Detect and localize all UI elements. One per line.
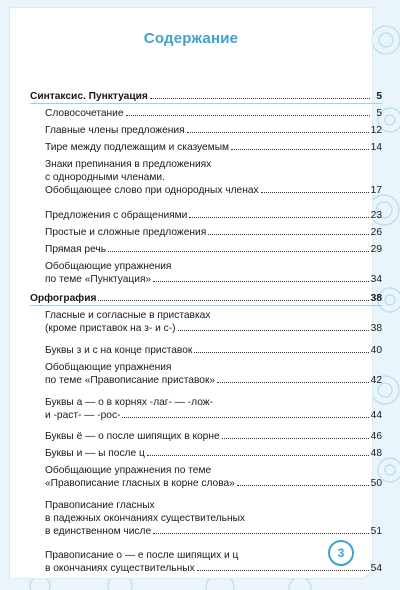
toc-entry[interactable] bbox=[30, 447, 382, 460]
toc-entry[interactable] bbox=[30, 141, 382, 154]
toc-entry-title: в единственном числе bbox=[45, 526, 152, 537]
dot-leader bbox=[222, 438, 369, 439]
toc-entry[interactable] bbox=[30, 209, 382, 222]
toc-entry-title: в окончаниях существительных bbox=[45, 563, 195, 574]
toc-entry-page: 38 bbox=[370, 323, 382, 334]
toc-entry-title: и -раст- — -рос- bbox=[45, 410, 121, 421]
toc-entry-page: 12 bbox=[370, 125, 382, 136]
toc-entry[interactable] bbox=[30, 226, 382, 239]
toc-entry-page: 26 bbox=[370, 227, 382, 238]
toc-entry[interactable] bbox=[30, 124, 382, 137]
dot-leader bbox=[126, 115, 370, 116]
dot-leader bbox=[150, 98, 370, 99]
toc-line bbox=[30, 209, 382, 222]
toc-entry-page: 29 bbox=[370, 244, 382, 255]
toc-entry-title-line: Знаки препинания в предложениях bbox=[45, 159, 212, 170]
toc-entry-title: по теме «Правописание приставок» bbox=[45, 375, 216, 386]
toc-entry-title-line: Правописание о — е после шипящих и ц bbox=[45, 550, 239, 561]
dot-leader bbox=[153, 533, 369, 534]
toc-entry[interactable] bbox=[30, 499, 382, 538]
dot-leader bbox=[147, 455, 369, 456]
toc-line bbox=[30, 184, 382, 197]
toc-line bbox=[30, 141, 382, 154]
toc-line bbox=[30, 273, 382, 286]
toc-entry-page: 44 bbox=[370, 410, 382, 421]
dot-leader bbox=[108, 251, 369, 252]
toc-entry-title: Словосочетание bbox=[45, 108, 124, 119]
toc-entry-page: 5 bbox=[376, 108, 382, 119]
toc-line bbox=[30, 477, 382, 490]
toc-entry-page: 5 bbox=[376, 91, 382, 102]
dot-leader bbox=[261, 192, 369, 193]
dot-leader bbox=[231, 149, 369, 150]
toc-entry-title: Синтаксис. Пунктуация bbox=[30, 91, 148, 102]
toc-entry[interactable] bbox=[30, 464, 382, 490]
toc-entry-page: 14 bbox=[370, 142, 382, 153]
dot-leader bbox=[189, 217, 368, 218]
toc-entry-page: 38 bbox=[370, 293, 382, 304]
toc-entry[interactable] bbox=[30, 158, 382, 197]
toc-entry[interactable] bbox=[30, 243, 382, 256]
toc-entry-page: 42 bbox=[370, 375, 382, 386]
toc-line bbox=[30, 322, 382, 335]
toc-entry-title-line: Гласные и согласные в приставках bbox=[45, 310, 211, 321]
dot-leader bbox=[178, 330, 369, 331]
toc-entry-page: 46 bbox=[370, 431, 382, 442]
toc-entry-page: 40 bbox=[370, 345, 382, 356]
toc-entry[interactable] bbox=[30, 309, 382, 335]
toc-entry-title-line: с однородными членами. bbox=[45, 172, 165, 183]
toc-entry-title: (кроме приставок на з- и с-) bbox=[45, 323, 176, 334]
toc-entry-title: Прямая речь bbox=[45, 244, 107, 255]
toc-entry-title: Простые и сложные предложения bbox=[45, 227, 207, 238]
toc-line bbox=[30, 292, 382, 305]
toc-entry-page: 34 bbox=[370, 274, 382, 285]
toc-entry-title: Обобщающее слово при однородных членах bbox=[45, 185, 259, 196]
toc-line bbox=[30, 107, 382, 120]
dot-leader bbox=[197, 570, 369, 571]
toc-entry[interactable] bbox=[30, 90, 382, 104]
dot-leader bbox=[194, 352, 368, 353]
dot-leader bbox=[208, 234, 368, 235]
page-title: Содержание bbox=[143, 30, 239, 47]
toc-entry-page: 48 bbox=[370, 448, 382, 459]
dot-leader bbox=[153, 281, 369, 282]
dot-leader bbox=[237, 485, 369, 486]
dot-leader bbox=[187, 132, 369, 133]
toc-entry-title: Тире между подлежащим и сказуемым bbox=[45, 142, 230, 153]
toc-entry-title-line: Обобщающие упражнения bbox=[45, 261, 172, 272]
toc-entry-title: Главные члены предложения bbox=[45, 125, 185, 136]
toc-entry-title-line: Обобщающие упражнения bbox=[45, 362, 172, 373]
toc-entry-title: Предложения с обращениями bbox=[45, 210, 188, 221]
toc-entry-page: 54 bbox=[370, 563, 382, 574]
toc-line bbox=[30, 374, 382, 387]
toc-entry-page: 51 bbox=[370, 526, 382, 537]
toc-entry-title-line: Обобщающие упражнения по теме bbox=[45, 465, 212, 476]
toc-entry-title: по теме «Пунктуация» bbox=[45, 274, 152, 285]
toc-line bbox=[30, 430, 382, 443]
toc-entry-title: Орфография bbox=[30, 293, 97, 304]
toc-entry-page: 50 bbox=[370, 478, 382, 489]
toc-line bbox=[30, 344, 382, 357]
toc-entry[interactable] bbox=[30, 344, 382, 357]
toc-entry[interactable] bbox=[30, 292, 382, 306]
toc-entry[interactable] bbox=[30, 107, 382, 120]
toc-line bbox=[30, 562, 382, 575]
toc-line bbox=[30, 525, 382, 538]
toc-entry-title-line: Буквы а — о в корнях -лаг- — -лож- bbox=[45, 397, 213, 408]
toc-entry-page: 17 bbox=[370, 185, 382, 196]
toc-entry-title-line: Правописание гласных bbox=[45, 500, 155, 511]
toc-entry-page: 23 bbox=[370, 210, 382, 221]
page-card bbox=[10, 8, 382, 578]
toc-entry[interactable] bbox=[30, 430, 382, 443]
toc-line bbox=[30, 409, 382, 422]
toc-entry-title-line: в падежных окончаниях существительных bbox=[45, 513, 246, 524]
toc-line bbox=[30, 226, 382, 239]
toc-entry-title: Буквы з и с на конце приставок bbox=[45, 345, 193, 356]
toc-entry-title: Буквы и — ы после ц bbox=[45, 448, 145, 459]
toc-line bbox=[30, 124, 382, 137]
dot-leader bbox=[217, 382, 369, 383]
toc-entry-title: «Правописание гласных в корне слова» bbox=[45, 478, 235, 489]
dot-leader bbox=[98, 300, 368, 301]
toc-entry[interactable] bbox=[30, 260, 382, 286]
toc-line bbox=[30, 447, 382, 460]
toc-entry[interactable] bbox=[30, 396, 382, 422]
dot-leader bbox=[122, 417, 368, 418]
toc-entry[interactable] bbox=[30, 361, 382, 387]
toc-entry-title: Буквы ё — о после шипящих в корне bbox=[45, 431, 220, 442]
toc-line bbox=[30, 243, 382, 256]
toc-line bbox=[30, 90, 382, 103]
page-number-badge: 3 bbox=[328, 540, 354, 566]
